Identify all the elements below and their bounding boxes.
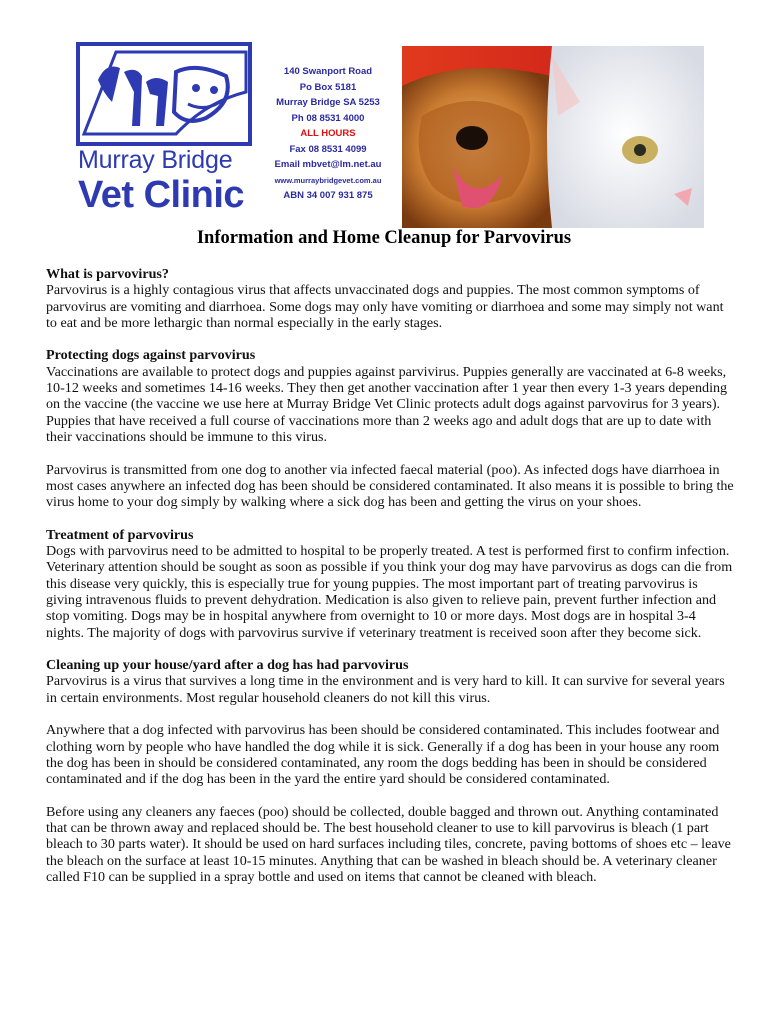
dog-cat-logo-icon — [76, 42, 252, 152]
website-url: www.murraybridgevet.com.au — [274, 175, 382, 185]
section-paragraph: Vaccinations are available to protect dogs and puppies against parvivirus. Puppies generally are vaccinated at 6-8 weeks, 10-12 weeks and sometimes 14-16 weeks. They then get another vaccination after 1 year then every 1-3 years depending on the vaccine (the vaccine we use here at Murray Bridge Vet Clinic protects adult dogs against parvovirus for 3 years). Puppies that have received a full course of vaccinations more than 2 weeks ago and adult dogs that are up to date with their vaccinations should be immune to this virus. — [46, 363, 728, 445]
dog-and-cat-photo — [402, 46, 704, 228]
contact-details — [258, 64, 398, 204]
section-paragraph: Parvovirus is transmitted from one dog to another via infected faecal material (poo). As infected dogs have diarrhoea in most cases anywhere an infected dog has been should be considered contaminated. It also means it is possible to bring the virus home to your dog simply by walking where a sick dog has been and getting the virus on your shoes. — [46, 461, 734, 511]
abn-number: ABN 34 007 931 875 — [283, 190, 373, 201]
phone-number: Ph 08 8531 4000 — [291, 112, 365, 124]
fax-number: Fax 08 8531 4099 — [289, 143, 367, 155]
section-protecting-dogs — [46, 347, 736, 510]
section-treatment — [46, 527, 736, 641]
section-paragraph: Anywhere that a dog infected with parvovirus has been should be considered contaminated. This includes footwear and clothing worn by people who have handled the dog while it is sick. Generally if a dog has been in your house any room the dog has been in should be considered contaminated, any room the dogs bedding has been in should be considered contaminated and if the dog has been in the yard the entire yard should be considered contaminated. — [46, 722, 720, 788]
section-heading: Treatment of parvovirus — [46, 526, 194, 543]
address-line-2: Po Box 5181 — [299, 81, 357, 93]
section-heading: What is parvovirus? — [46, 266, 169, 282]
clinic-logo — [76, 42, 252, 220]
clinic-name — [78, 146, 258, 216]
hours-notice: ALL HOURS — [300, 128, 356, 139]
document-body — [46, 266, 736, 902]
section-what-is-parvovirus — [46, 266, 736, 331]
letterhead — [0, 0, 768, 230]
section-heading: Protecting dogs against parvovirus — [46, 347, 256, 364]
address-line-1: 140 Swanport Road — [283, 66, 373, 77]
clinic-name-line1: Murray Bridge — [78, 146, 233, 174]
address-line-3: Murray Bridge SA 5253 — [276, 97, 380, 108]
page-title: Information and Home Cleanup for Parvovirus — [196, 228, 572, 248]
section-paragraph: Parvovirus is a highly contagious virus that affects unvaccinated dogs and puppies. The most common symptoms of parvovirus are vomiting and diarrhoea. Some dogs may only have vomiting or diarrhoea and some may simply not want to eat and be more lethargic than normal especially in the early stages. — [46, 282, 724, 331]
clinic-name-line2: Vet Clinic — [78, 174, 245, 216]
section-cleaning-up — [46, 657, 736, 885]
section-heading: Cleaning up your house/yard after a dog has had parvovirus — [46, 657, 409, 674]
section-paragraph: Before using any cleaners any faeces (poo) should be collected, double bagged and thrown out. Anything contaminated that can be thrown away and replaced should be. The best household cleaner to use to kill parvovirus is bleach (1 part bleach to 30 parts water). It should be used on hard surfaces including tiles, concrete, paving bottoms of shoes etc – leave the bleach on the surface at least 10-15 minutes. Anything that can be washed in bleach should be. A veterinary cleaner called F10 can be supplied in a spray bottle and used on items that cannot be cleaned with bleach. — [46, 803, 731, 885]
section-paragraph: Dogs with parvovirus need to be admitted to hospital to be properly treated. A test is performed first to confirm infection. Veterinary attention should be sought as soon as possible if you think your dog may have parvovirus as dogs can die from this disease very quickly, this is especially true for young puppies. The most important part of treating parvovirus is giving intravenous fluids to prevent dehydration. Medication is also given to relieve pain, prevent further infection and stop vomiting. Dogs may be in hospital anywhere from overnight to 10 or more days. Most dogs are in hospital 3-4 nights. The majority of dogs with parvovirus survive if veterinary treatment is received soon after they become sick. — [46, 543, 733, 641]
pets-photo-image — [402, 46, 704, 228]
section-paragraph: Parvovirus is a virus that survives a long time in the environment and is very hard to kill. It can survive for several years in certain environments. Most regular household cleaners do not kill this virus. — [46, 673, 725, 706]
email-address: Email mbvet@lm.net.au — [274, 159, 382, 170]
